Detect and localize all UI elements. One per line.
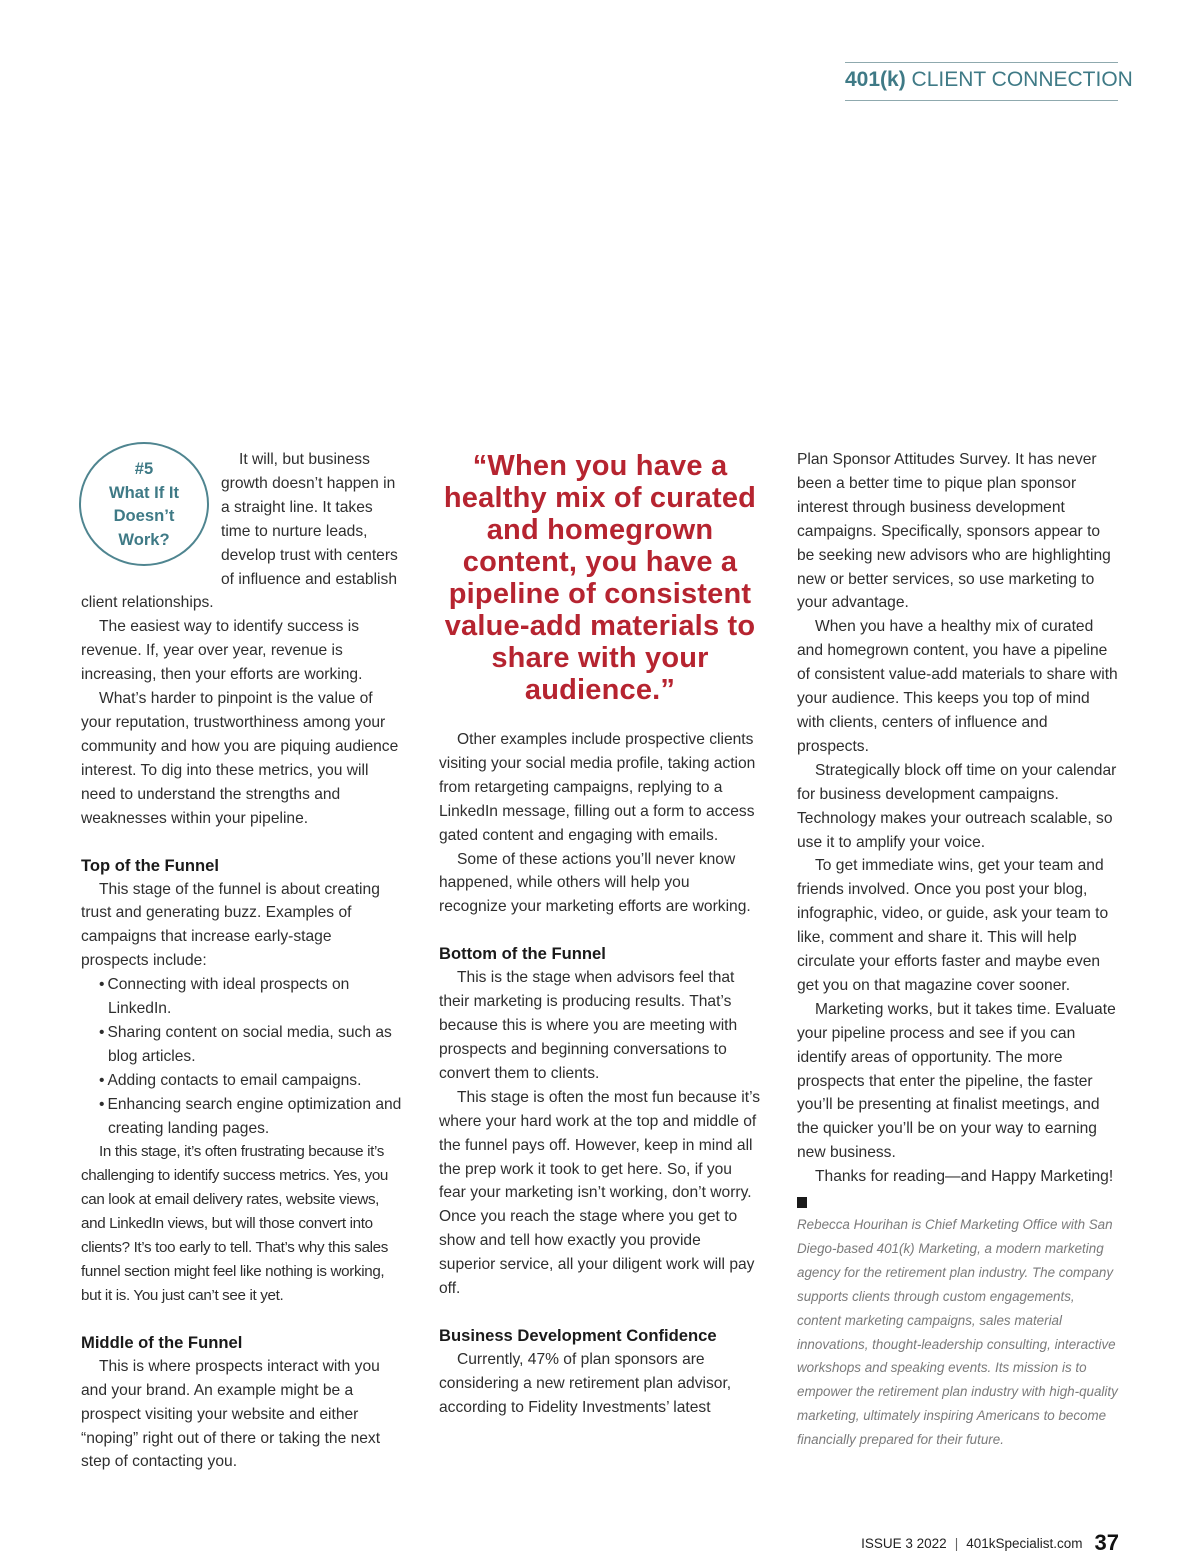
paragraph: This stage is often the most fun because it’s where your hard work at the top and middle of the funnel pays off. However, keep in mind all the prep work it took to get here. So, if you fear your marketing isn’t working, don’t worry. Once you reach the stage where you get to show and tell how exactly you provide superior service, all your diligent work will pay off.: [439, 1088, 761, 1298]
paragraph: What’s harder to pinpoint is the value of your reputation, trustworthiness among your community and how you are piquing audience interest. To dig into these metrics, you will need to understand the strengths and weaknesses within your pipeline.: [81, 690, 399, 827]
paragraph: The easiest way to identify success is revenue. If, year over year, revenue is increasing, then your efforts are working.: [81, 618, 363, 684]
bullet-item: • Adding contacts to email campaigns.: [99, 1069, 403, 1093]
subheading-bottom-of-funnel: Bottom of the Funnel: [439, 944, 606, 964]
paragraph: This stage of the funnel is about creating trust and generating buzz. Examples of campaigns that increase early-stage prospects include:: [81, 880, 380, 970]
badge-title-line-1: What If It: [108, 482, 180, 502]
bullet-list: [99, 973, 403, 1140]
subheading-middle-of-funnel: Middle of the Funnel: [81, 1332, 243, 1352]
bullet-item: • Enhancing search engine optimization and creating landing pages.: [99, 1093, 403, 1141]
section-header-brand: 401(k): [845, 68, 906, 91]
subheading-top-of-funnel: Top of the Funnel: [81, 855, 219, 875]
page-footer: [861, 1530, 1119, 1556]
paragraph: Some of these actions you’ll never know happened, while others will help you recognize your marketing efforts are working.: [439, 850, 751, 916]
closing-text: Thanks for reading—and Happy Marketing!: [815, 1168, 1114, 1186]
bullet-item: • Sharing content on social media, such as blog articles.: [99, 1021, 403, 1069]
bullet-item: • Connecting with ideal prospects on LinkedIn.: [99, 973, 403, 1021]
page-number: 37: [1094, 1530, 1119, 1555]
section-header: [845, 68, 1133, 92]
paragraph: Other examples include prospective clients visiting your social media profile, taking action from retargeting campaigns, replying to a LinkedIn message, filling out a form to access gated content and engaging with emails.: [439, 731, 756, 844]
paragraph: In this stage, it’s often frustrating because it’s challenging to identify success metrics. Yes, you can look at email delivery rates, website views, and LinkedIn views, but will those convert into clients? It’s too early to tell. That’s why this sales funnel section might feel like nothing is working, but it is. You just can’t see it yet.: [81, 1143, 389, 1304]
paragraph: This is where prospects interact with you and your brand. An example might be a prospect visiting your website and either “noping” right out of there or taking the next step of contacting you.: [81, 1357, 381, 1471]
paragraph: Marketing works, but it takes time. Evaluate your pipeline process and see if you can identify areas of opportunity. The more prospects that enter the pipeline, the faster you’ll be presenting at finalist meetings, and the quicker you’ll be on your way to earning new business.: [797, 1000, 1116, 1162]
closing-paragraph: [797, 1165, 1120, 1213]
paragraph: Strategically block off time on your calendar for business development campaigns. Technology makes your outreach scalable, so use it to amplify your voice.: [797, 761, 1117, 851]
article-column-1: [81, 448, 403, 1474]
header-rule-top: [845, 62, 1118, 63]
author-bio: Rebecca Hourihan is Chief Marketing Office with San Diego-based 401(k) Marketing, a modern marketing agency for the retirement plan industry. The company supports clients through custom engagements, content marketing campaigns, sales material innovations, thought-leadership consulting, interactive workshops and speaking events. Its mission is to empower the retirement plan industry with high-quality marketing, ultimately inspiring Americans to become financially prepared for their future.: [797, 1217, 1118, 1448]
header-rule-bottom: [845, 100, 1118, 101]
article-column-3: [797, 448, 1120, 1452]
paragraph: Plan Sponsor Attitudes Survey. It has never been a better time to pique plan sponsor interest through business development campaigns. Specifically, sponsors appear to be seeking new advisors who are highlighting new or better services, so use marketing to your advantage.: [797, 451, 1111, 612]
end-of-article-mark: K: [797, 1197, 807, 1208]
badge-number: #5: [134, 459, 154, 478]
section-badge: [79, 442, 209, 566]
pull-quote: “When you have a healthy mix of curated and homegrown content, you have a pipeline of consistent value-add materials to share with your audience.”: [443, 450, 757, 706]
footer-separator: |: [954, 1536, 959, 1551]
paragraph: When you have a healthy mix of curated and homegrown content, you have a pipeline of consistent value-add materials to share with your audience. This keeps you top of mind with clients, centers of influence and prospects.: [797, 618, 1118, 755]
badge-title-line-3: Work?: [118, 529, 170, 549]
issue-label: ISSUE 3 2022: [861, 1536, 947, 1551]
paragraph: To get immediate wins, get your team and friends involved. Once you post your blog, infographic, video, or guide, ask your team to like, comment and share it. This will help circulate your efforts faster and maybe even get you on that magazine cover sooner.: [797, 857, 1109, 994]
section-header-title: CLIENT CONNECTION: [905, 68, 1133, 91]
website-label: 401kSpecialist.com: [966, 1536, 1083, 1551]
paragraph: This is the stage when advisors feel that their marketing is producing results. That’s because this is where you are meeting with prospects and beginning conversations to convert them to clients.: [439, 969, 738, 1082]
paragraph: Currently, 47% of plan sponsors are considering a new retirement plan advisor, according to Fidelity Investments’ latest: [439, 1350, 732, 1416]
subheading-business-development-confidence: Business Development Confidence: [439, 1325, 717, 1345]
badge-title-line-2: Doesn’t: [113, 506, 175, 525]
paragraph: It will, but business growth doesn’t happen in a straight line. It takes time to nurture leads, develop trust with centers of influence and establish client relationships.: [81, 451, 398, 612]
article-column-2: [439, 448, 761, 1420]
